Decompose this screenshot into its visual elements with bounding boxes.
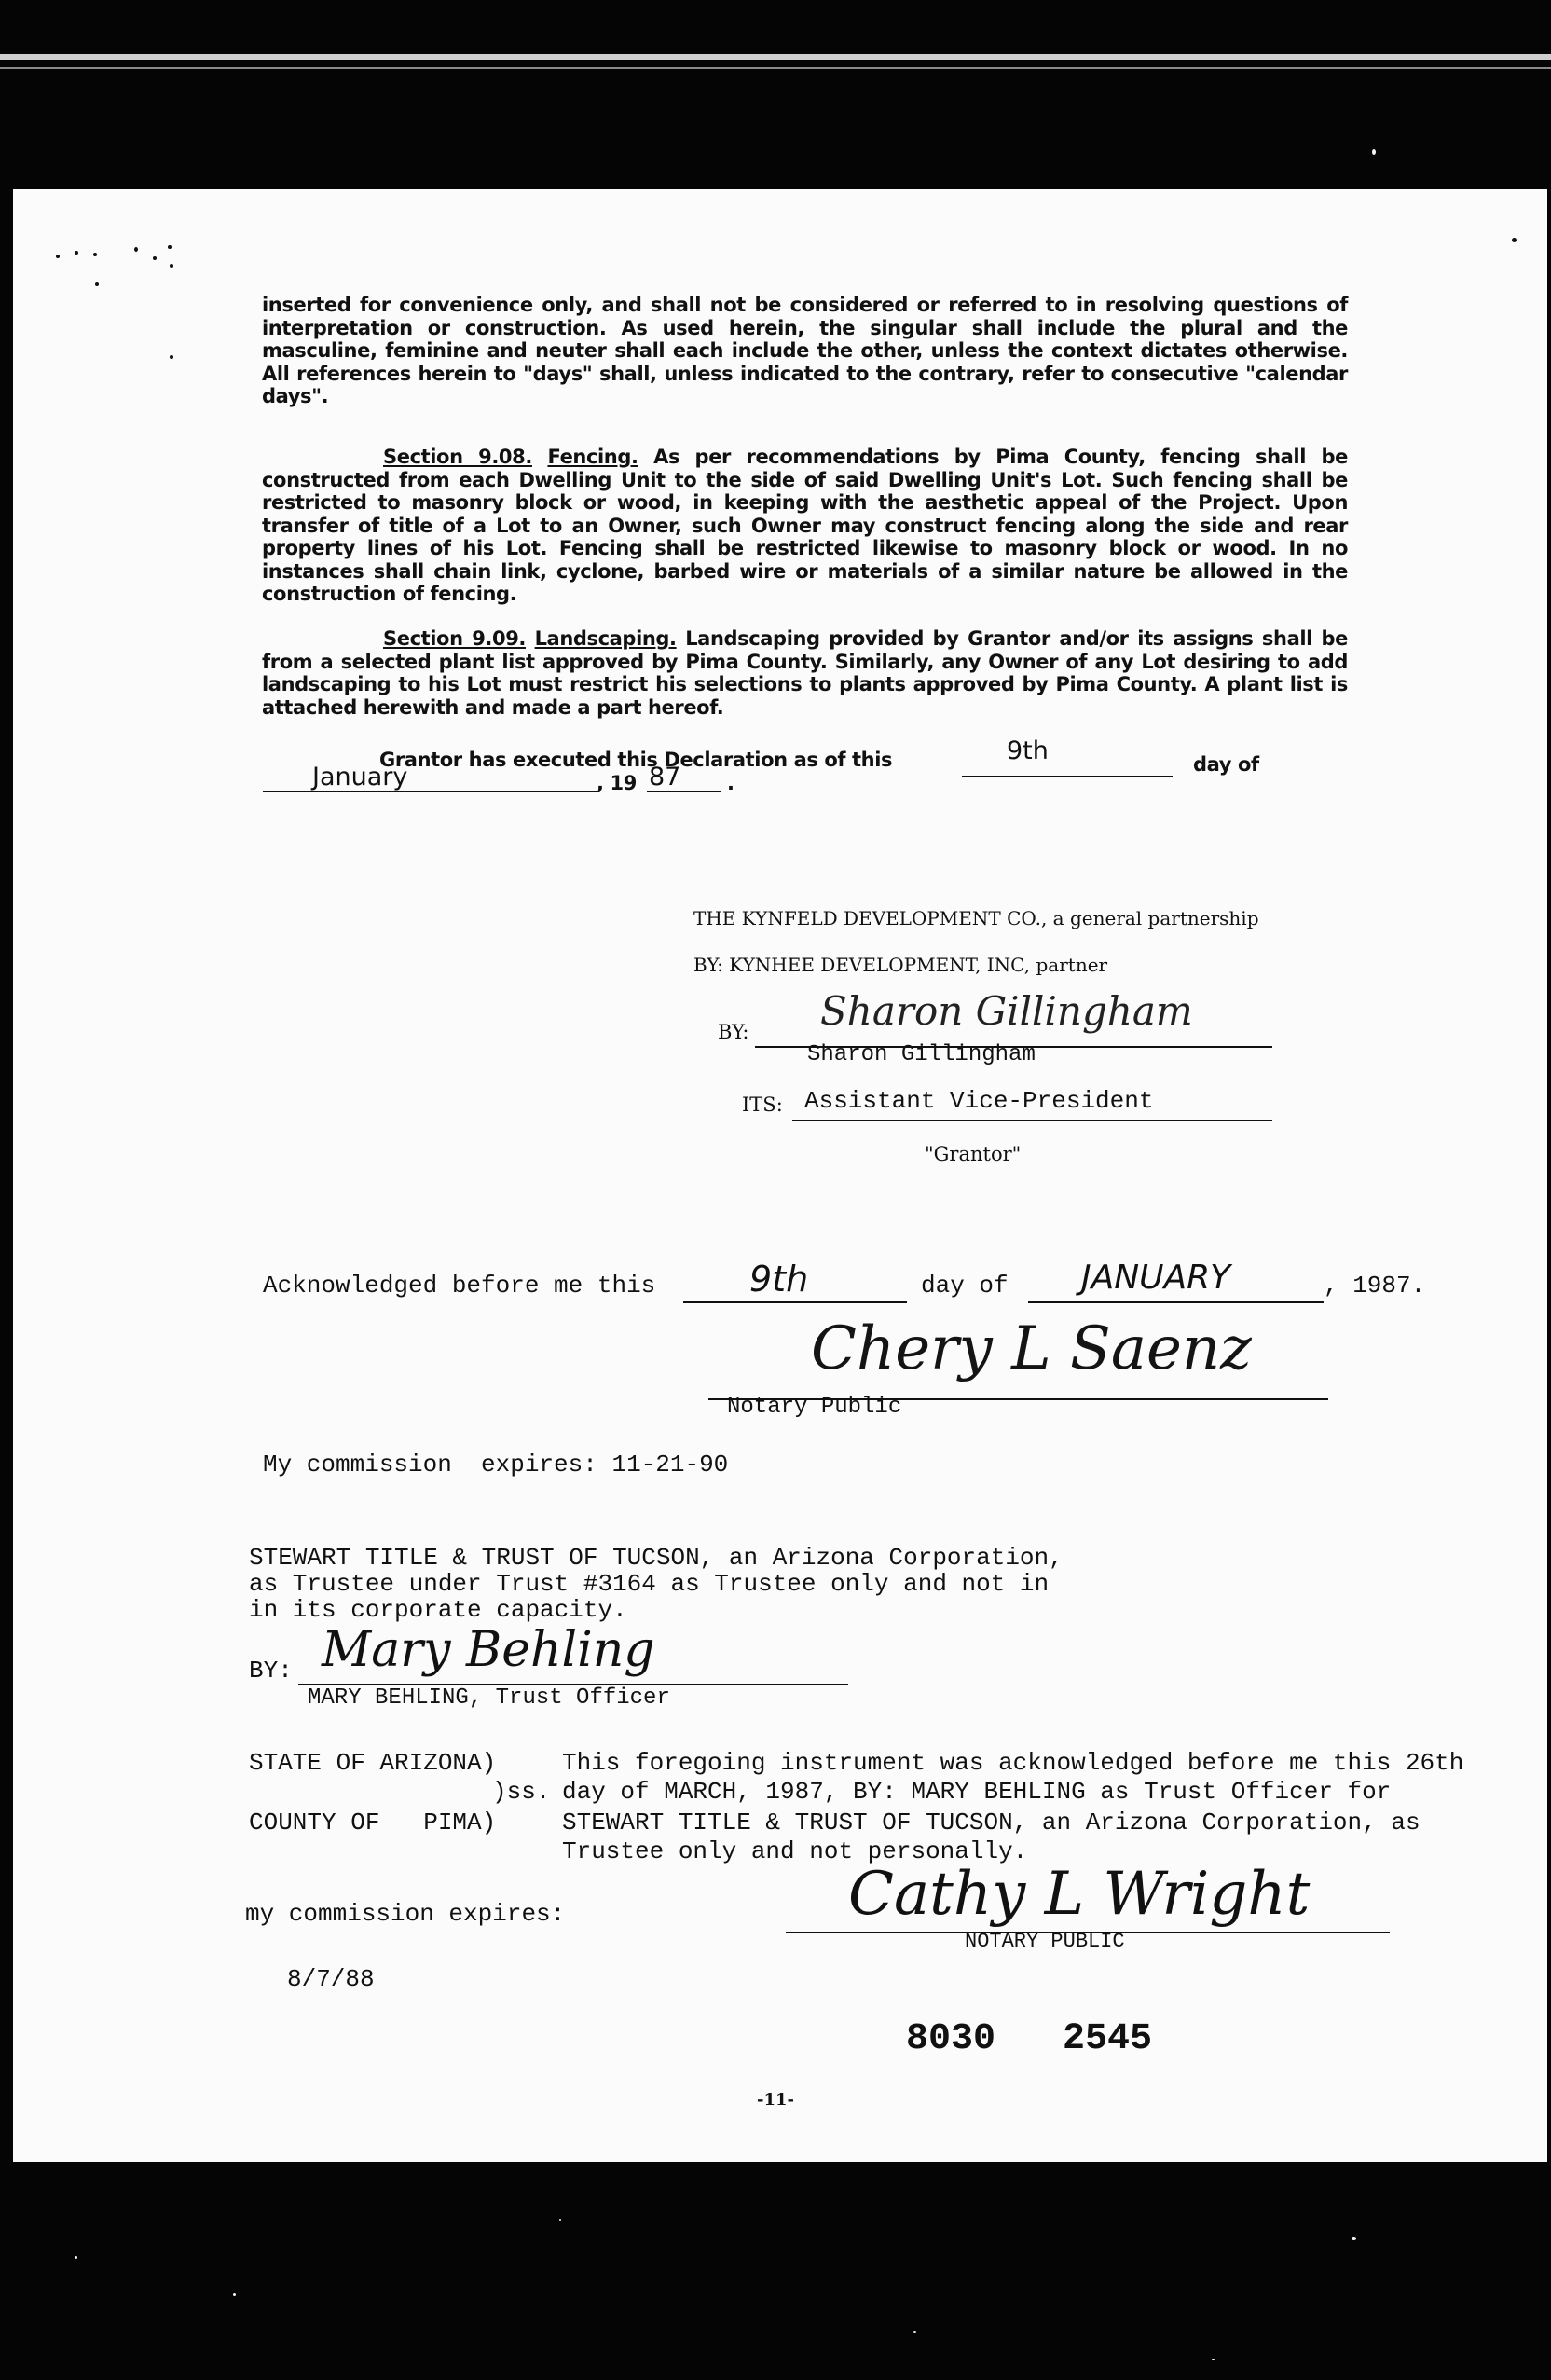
execution-year-prefix: , 19: [597, 772, 637, 794]
by-label: BY:: [718, 1021, 749, 1043]
notary-signature: Chery L Saenz: [811, 1314, 1252, 1383]
notary2-signature: Cathy L Wright: [848, 1860, 1311, 1929]
recording-numbers: 8030 2545: [906, 2018, 1153, 2060]
execution-year: 87: [649, 763, 681, 791]
scan-border-line: [0, 54, 1551, 60]
section-title: Fencing.: [547, 446, 638, 468]
partner-line: BY: KYNHEE DEVELOPMENT, INC, partner: [693, 954, 1108, 976]
grantor-signature: Sharon Gillingham: [820, 988, 1193, 1034]
ack-day-of: day of: [921, 1272, 1009, 1300]
execution-day-line: [962, 776, 1173, 777]
ack-month-line: [1028, 1301, 1324, 1303]
execution-month-line: [263, 791, 598, 792]
scan-noise: [1372, 149, 1376, 155]
signer-title: Assistant Vice-President: [804, 1087, 1154, 1115]
notary-label: Notary Public: [727, 1395, 902, 1420]
grantor-role: "Grantor": [925, 1143, 1022, 1165]
ss-label: )ss.: [492, 1778, 551, 1806]
ack-text: Acknowledged before me this: [263, 1272, 656, 1300]
state-label: STATE OF ARIZONA): [249, 1749, 497, 1777]
trustee-by-label: BY:: [249, 1657, 293, 1685]
its-label: ITS:: [742, 1094, 783, 1116]
state-commission-date: 8/7/88: [287, 1965, 375, 1993]
scan-noise: [75, 251, 78, 255]
execution-month: January: [312, 763, 408, 791]
scan-noise: [1512, 238, 1517, 242]
scan-noise: [153, 256, 157, 260]
ack-month: JANUARY: [1081, 1259, 1231, 1297]
section-number: Section 9.09.: [383, 627, 526, 650]
trustee-signer: MARY BEHLING, Trust Officer: [308, 1685, 670, 1711]
section-landscaping: [262, 627, 1348, 719]
scan-noise: [168, 245, 172, 249]
state-commission-label: my commission expires:: [245, 1900, 566, 1928]
intro-paragraph: inserted for convenience only, and shall not be considered or referred to in resolving questions of interpretation or construction. As used herein, the singular shall include the plural and the masculine, feminine and neuter shall each include the other, unless the context dictates otherwise. All references herein to "days" shall, unless indicated to the contrary, refer to consecutive "calendar days".: [262, 294, 1348, 407]
commission-expires: My commission expires: 11-21-90: [263, 1451, 729, 1479]
scan-noise: [75, 2256, 77, 2259]
company-name: THE KYNFELD DEVELOPMENT CO., a general partnership: [693, 907, 1259, 929]
title-line: [792, 1120, 1272, 1121]
state-ack-line-2: day of MARCH, 1987, BY: MARY BEHLING as Trust Officer for: [562, 1778, 1392, 1806]
section-body: As per recommendations by Pima County, fencing shall be constructed from each Dwelling Unit to the side of said Dwelling Unit's Lot. Such fencing shall be restricted to masonry block or wood, in keeping with the aesthetic appeal of the Project. Upon transfer of title of a Lot to an Owner, such Owner may construct fencing along the side and rear property lines of his Lot. Fencing shall be restricted likewise to masonry block or wood. In no instances shall chain link, cyclone, barbed wire or materials of a similar nature be allowed in the construction of fencing.: [262, 446, 1348, 605]
section-number: Section 9.08.: [383, 446, 532, 468]
section-title: Landscaping.: [534, 627, 677, 650]
scan-noise: [170, 264, 173, 268]
state-ack-line-4: Trustee only and not personally.: [562, 1837, 1028, 1865]
state-ack-line-3: STEWART TITLE & TRUST OF TUCSON, an Arizona Corporation, as: [562, 1809, 1421, 1837]
scan-noise: [1212, 2359, 1215, 2360]
page-number: -11-: [757, 2090, 794, 2110]
county-label: COUNTY OF PIMA): [249, 1809, 497, 1837]
ack-day: 9th: [749, 1259, 809, 1300]
scan-noise: [233, 2293, 236, 2296]
trustee-line-2: as Trustee under Trust #3164 as Trustee only and not in: [249, 1570, 1050, 1598]
notary2-label: NOTARY PUBLIC: [965, 1930, 1125, 1953]
section-body: Landscaping provided by Grantor and/or its assigns shall be from a selected plant list approved by Pima County. Similarly, any Owner of any Lot desiring to add landscaping to his Lot must restrict his selections to plants approved by Pima County. A plant list is attached herewith and made a part hereof.: [262, 627, 1348, 719]
execution-day: 9th: [1007, 736, 1049, 765]
scan-noise: [913, 2331, 916, 2333]
scan-noise: [170, 355, 173, 359]
execution-year-line: [647, 791, 721, 792]
ack-day-line: [683, 1301, 907, 1303]
trustee-signature: Mary Behling: [322, 1622, 655, 1678]
trustee-line-1: STEWART TITLE & TRUST OF TUCSON, an Arizona Corporation,: [249, 1544, 1064, 1572]
scan-noise: [56, 255, 60, 258]
ack-year: , 1987.: [1324, 1272, 1426, 1300]
section-fencing: [262, 446, 1348, 606]
scan-noise: [134, 247, 138, 252]
trustee-line-3: in its corporate capacity.: [249, 1596, 627, 1624]
scan-noise: [559, 2219, 561, 2221]
scan-noise: [95, 282, 99, 286]
execution-day-of: day of: [1193, 753, 1259, 776]
scan-border-line: [0, 67, 1551, 69]
execution-text: Grantor has executed this Declaration as of this: [379, 749, 893, 771]
execution-end: .: [727, 772, 734, 794]
state-ack-line-1: This foregoing instrument was acknowledged before me this 26th: [562, 1749, 1464, 1777]
scan-noise: [93, 253, 97, 256]
scan-noise: [1352, 2237, 1356, 2240]
signer-name: Sharon Gillingham: [807, 1042, 1036, 1067]
